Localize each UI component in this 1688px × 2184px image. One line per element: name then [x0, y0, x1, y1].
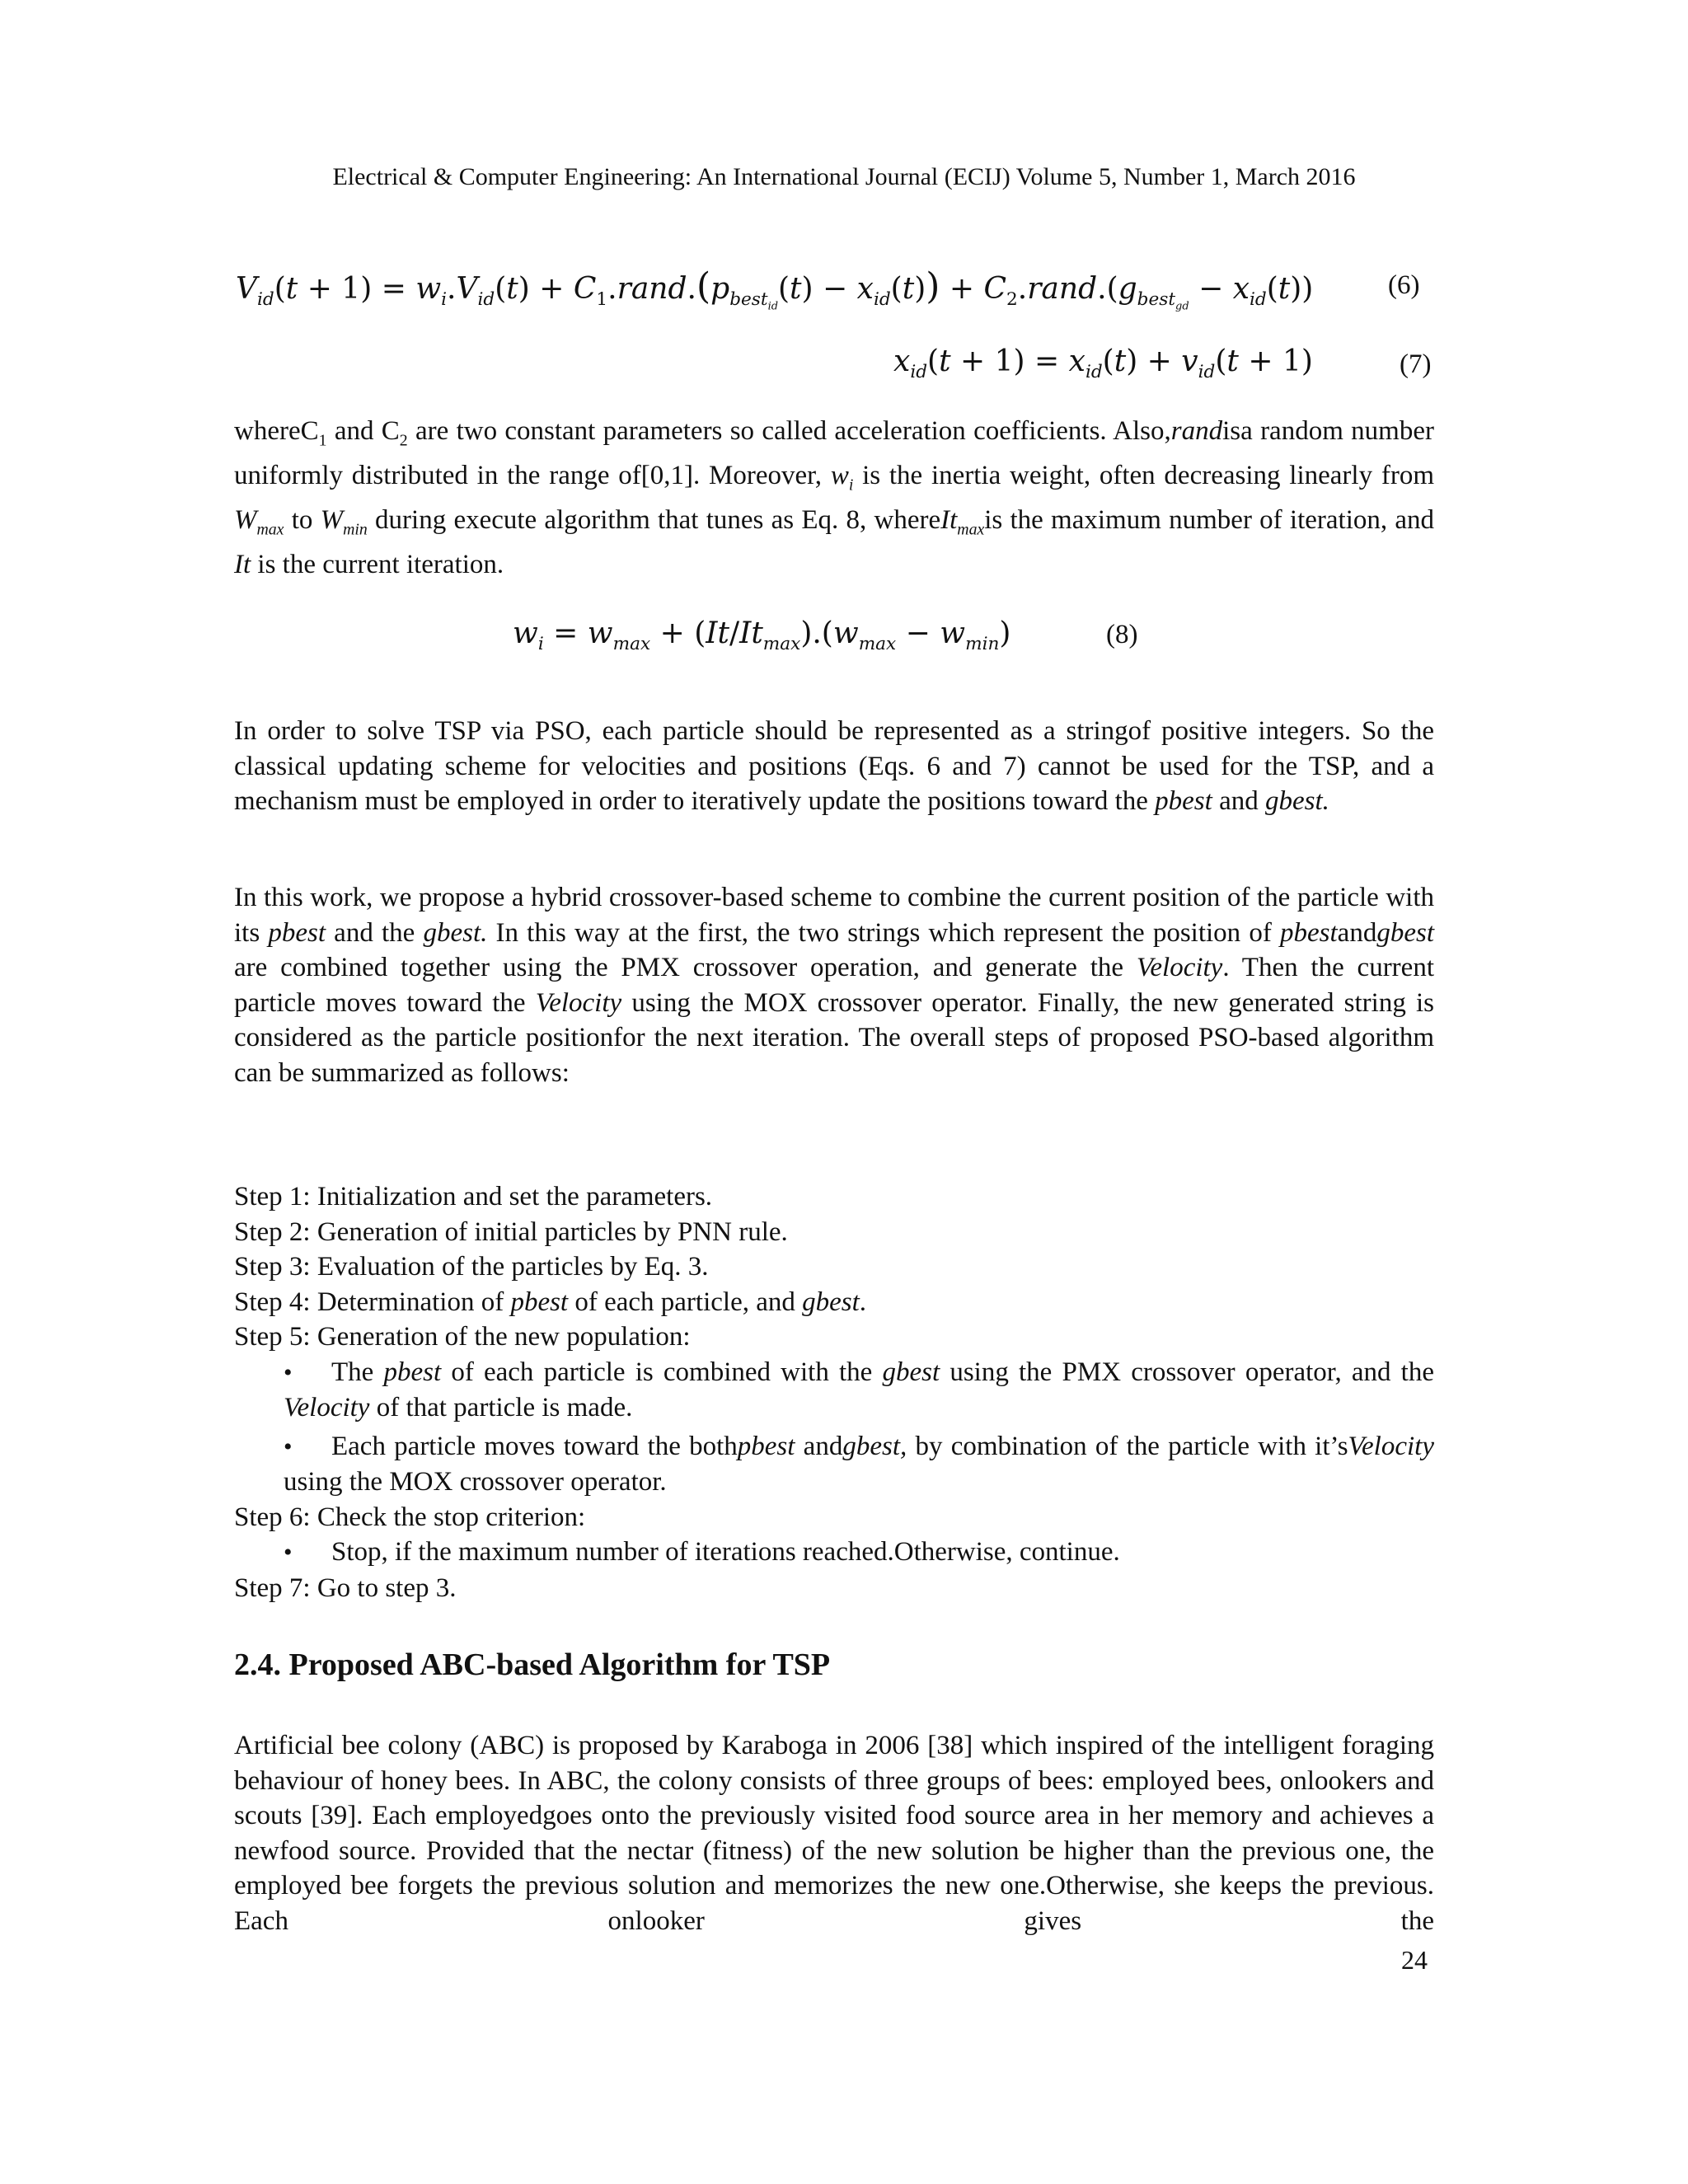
equation-6: $V_{id}(t + 1) = w_i.V_{id}(t)$ + $C_1.rand.(p_{best_{id}}(t) - x_{id}(t))$ + $C_2.rand.(g_{best_{gd}} - x_{id}(t))$: [236, 265, 1314, 313]
step-7: Step 7: Go to step 3.: [234, 1572, 457, 1603]
section-heading: 2.4. Proposed ABC-based Algorithm for TSP: [234, 1647, 831, 1682]
step-6: Step 6: Check the stop criterion:: [234, 1502, 586, 1532]
algorithm-steps: [234, 1179, 1434, 1605]
page-number: 24: [1401, 1945, 1428, 1975]
equation-6-number: (6): [1388, 270, 1420, 300]
paragraph-tsp-pso: In order to solve TSP via PSO, each particle should be represented as a stringof positive integers. So the classical updating scheme for velocities and positions (Eqs. 6 and 7) cannot be used for the TSP, and a mechanism must be employed in order to iteratively update the positions toward the pbest and gbest.: [234, 716, 1434, 816]
step-3: Step 3: Evaluation of the particles by Eq. 3.: [234, 1252, 709, 1282]
paragraph-coefficients: whereC$_1$ and $C_2$ are two constant parameters so called acceleration coefficients. Also,randisa random number uniformly distributed in the range of[0,1]. Moreover, $w_i$ is the inertia weight, often decreasing linearly from $W_{max}$ to $W_{min}$ during execute algorithm that tunes as Eq. 8, whereIt$_{max}$is the maximum number of iteration, and It is the current iteration.: [234, 416, 1434, 580]
equation-7: $x_{id}(t + 1) = x_{id}(t) + v_{id}(t + 1)$: [893, 344, 1313, 383]
step-5-bullet-1: • The pbest of each particle is combined with the gbest using the PMX crossover operator, and the Velocity of that particle is made.: [284, 1357, 1434, 1422]
journal-header: Electrical & Computer Engineering: An International Journal (ECIJ) Volume 5, Number 1, March 2016: [332, 163, 1356, 190]
step-4: Step 4: Determination of pbest of each particle, and gbest.: [234, 1286, 867, 1317]
bullet-icon: •: [284, 1539, 293, 1566]
equation-8: $w_i = w_{max} + (It/It_{max}).(w_{max} - w_{min})$: [513, 616, 1011, 655]
paragraph-hybrid-scheme: In this work, we propose a hybrid crossover-based scheme to combine the current position of the particle with its pbest and the gbest. In this way at the first, the two strings which represent the position of pbestandgbest are combined together using the PMX crossover operation, and generate the Velocity. Then the current particle moves toward the Velocity using the MOX crossover operator. Finally, the new generated string is considered as the particle positionfor the next iteration. The overall steps of proposed PSO-based algorithm can be summarized as follows:: [234, 883, 1434, 1088]
step-6-bullet: • Stop, if the maximum number of iterations reached.Otherwise, continue.: [234, 1535, 1434, 1571]
equation-8-number: (8): [1106, 620, 1138, 649]
step-5: Step 5: Generation of the new population:: [234, 1322, 691, 1352]
step-2: Step 2: Generation of initial particles by PNN rule.: [234, 1216, 788, 1247]
bullet-icon: •: [284, 1432, 293, 1460]
bullet-icon: •: [284, 1358, 293, 1386]
step-1: Step 1: Initialization and set the parameters.: [234, 1182, 713, 1212]
paragraph-abc: Artificial bee colony (ABC) is proposed by Karaboga in 2006 [38] which inspired of the intelligent foraging behaviour of honey bees. In ABC, the colony consists of three groups of bees: employed bees, onlookers and scouts [39]. Each employedgoes onto the previously visited food source area in her memory and achieves a newfood source. Provided that the nectar (fitness) of the new solution be higher than the previous one, the employed bee forgets the previous solution and memorizes the new one.Otherwise, she keeps the previous. Each onlooker gives the: [234, 1731, 1434, 1936]
step-5-bullet-2: • Each particle moves toward the bothpbest andgbest, by combination of the particle with it’sVelocity using the MOX crossover operator.: [284, 1431, 1434, 1497]
equation-7-number: (7): [1400, 349, 1432, 379]
